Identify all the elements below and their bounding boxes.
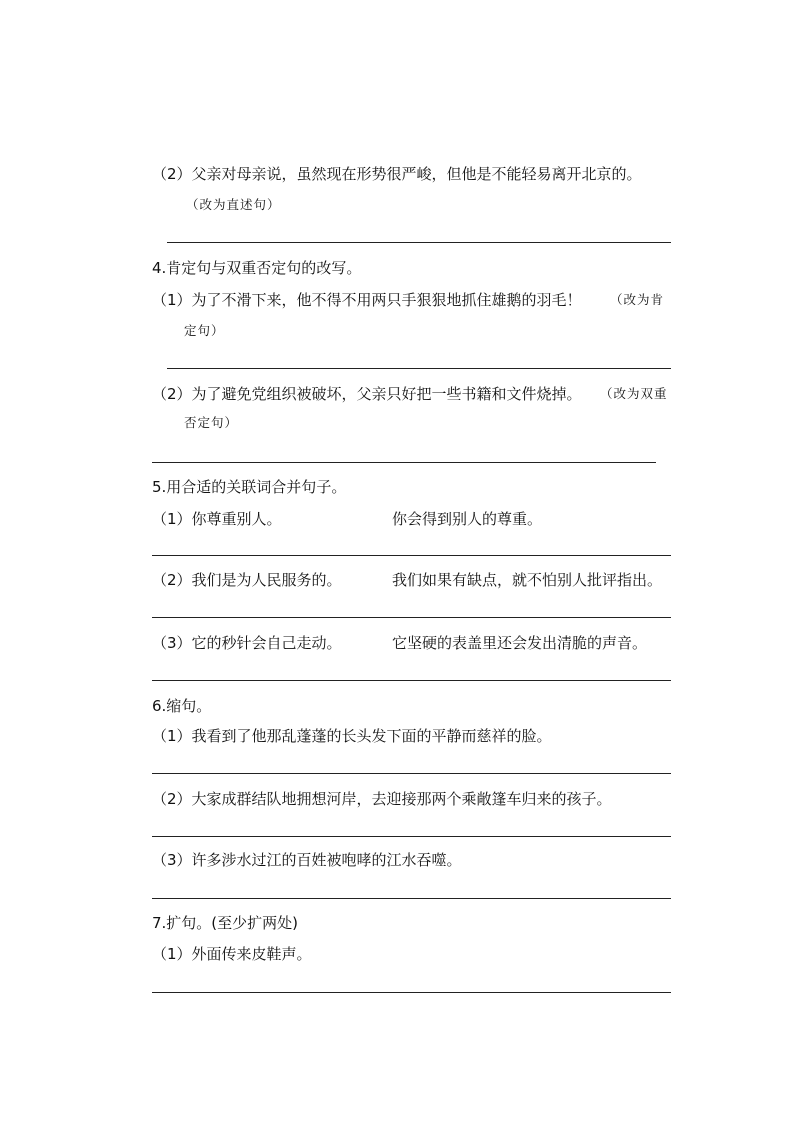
q5-row2-right: 我们如果有缺点，就不怕别人批评指出。 xyxy=(392,571,663,589)
q7-item1: （1）外面传来皮鞋声。 xyxy=(152,945,312,963)
q6-item3: （3）许多涉水过江的百姓被咆哮的江水吞噬。 xyxy=(152,851,462,869)
answer-line[interactable] xyxy=(152,992,671,993)
q6-item2: （2）大家成群结队地拥想河岸，去迎接那两个乘敞篷车归来的孩子。 xyxy=(152,790,612,808)
answer-line[interactable] xyxy=(152,898,671,899)
q4-item1-text: （1）为了不滑下来，他不得不用两只手狠狠地抓住雄鹅的羽毛！ xyxy=(152,291,582,309)
q5-row3-right: 它坚硬的表盖里还会发出清脆的声音。 xyxy=(392,634,648,652)
q6-item1: （1）我看到了他那乱蓬蓬的长头发下面的平静而慈祥的脸。 xyxy=(152,727,552,745)
q7-heading: 7.扩句。(至少扩两处) xyxy=(152,914,299,932)
q5-row2-left: （2）我们是为人民服务的。 xyxy=(152,571,342,589)
q4-heading: 4.肯定句与双重否定句的改写。 xyxy=(152,259,362,277)
q4-item1-instruction-a: （改为肯 xyxy=(610,292,665,307)
q5-row3-left: （3）它的秒针会自己走动。 xyxy=(152,634,342,652)
answer-line[interactable] xyxy=(152,836,671,837)
answer-line[interactable] xyxy=(152,773,671,774)
answer-line[interactable] xyxy=(152,680,671,681)
q3-item2-instruction: （改为直述句） xyxy=(186,197,281,212)
q3-item2-text: （2）父亲对母亲说，虽然现在形势很严峻，但他是不能轻易离开北京的。 xyxy=(152,165,642,183)
answer-line[interactable] xyxy=(152,555,671,556)
answer-line[interactable] xyxy=(152,462,656,463)
q4-item2-instruction-a: （改为双重 xyxy=(600,386,668,401)
q4-item1-instruction-b: 定句） xyxy=(184,323,225,338)
answer-line[interactable] xyxy=(167,242,671,243)
answer-line[interactable] xyxy=(167,368,671,369)
answer-line[interactable] xyxy=(152,617,671,618)
q5-heading: 5.用合适的关联词合并句子。 xyxy=(152,478,347,496)
q6-heading: 6.缩句。 xyxy=(152,697,212,715)
q4-item2-instruction-b: 否定句） xyxy=(184,415,239,430)
q4-item2-text: （2）为了避免党组织被破坏，父亲只好把一些书籍和文件烧掉。 xyxy=(152,385,582,403)
q5-row1-right: 你会得到别人的尊重。 xyxy=(392,510,543,528)
q5-row1-left: （1）你尊重别人。 xyxy=(152,510,282,528)
